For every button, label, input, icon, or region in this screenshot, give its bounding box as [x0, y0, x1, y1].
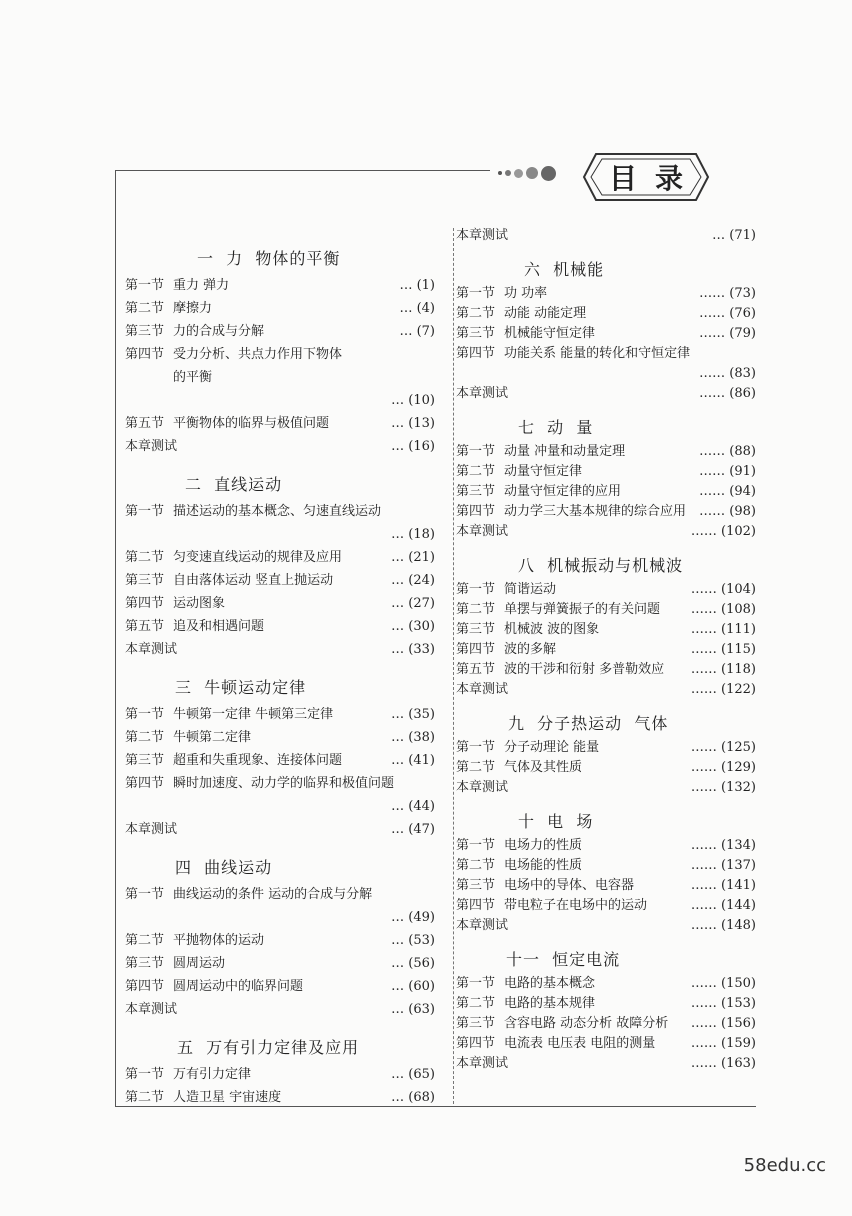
page-number: …… (94): [699, 484, 756, 499]
section-number: 第二节: [125, 730, 165, 745]
toc-entry: [456, 994, 756, 1014]
section-title: 重力 弹力: [173, 278, 230, 293]
section-number: 第一节: [456, 286, 496, 301]
chapter-heading: 三 牛顿运动定律: [175, 678, 307, 697]
toc-entry: [456, 738, 756, 758]
page-number: …… (108): [690, 602, 756, 617]
toc-entry: [125, 343, 435, 366]
section-title: 电流表 电压表 电阻的测量: [504, 1036, 656, 1051]
page-number: … (71): [712, 228, 756, 243]
section-number: 第二节: [456, 602, 496, 617]
section-title: 本章测试: [456, 524, 509, 539]
page-number: … (4): [399, 301, 435, 316]
toc-chapter-test: [456, 1054, 756, 1074]
section-title: 运动图象: [173, 596, 226, 611]
toc-entry: [125, 366, 435, 389]
page-number: …… (129): [690, 760, 756, 775]
page-number: … (63): [391, 1002, 435, 1017]
section-title: 自由落体运动 竖直上抛运动: [173, 573, 334, 588]
section-title: 动量守恒定律的应用: [504, 484, 622, 499]
section-number: 第三节: [125, 753, 165, 768]
toc-right-column: [456, 226, 756, 1074]
section-title: 本章测试: [456, 386, 509, 401]
section-number: 第四节: [125, 776, 165, 791]
section-title: 万有引力定律: [173, 1067, 252, 1082]
section-title: 平衡物体的临界与极值问题: [173, 416, 330, 431]
section-number: 第一节: [456, 838, 496, 853]
toc-entry: [456, 660, 756, 680]
section-number: 第一节: [456, 582, 496, 597]
page-number: … (33): [391, 642, 435, 657]
section-number: 第二节: [125, 933, 165, 948]
toc-entry: [125, 320, 435, 343]
chapter-heading: 八 机械振动与机械波: [518, 556, 684, 575]
page-number: …… (134): [690, 838, 756, 853]
section-title: 牛顿第一定律 牛顿第三定律: [173, 707, 334, 722]
section-title: 动能 动能定理: [504, 306, 587, 321]
page-number: …… (104): [690, 582, 756, 597]
section-number: 第五节: [456, 662, 496, 677]
chapter-heading: 十 电 场: [518, 812, 594, 831]
toc-chapter-test: [456, 522, 756, 542]
page-number: …… (153): [690, 996, 756, 1011]
toc-entry: [125, 975, 435, 998]
decorative-dots: [498, 163, 559, 183]
chapter-heading: 九 分子热运动 气体: [508, 714, 669, 733]
page-number: … (49): [391, 910, 435, 925]
page-number: …… (98): [699, 504, 756, 519]
section-title: 单摆与弹簧振子的有关问题: [504, 602, 661, 617]
page-number: …… (91): [699, 464, 756, 479]
toc-entry: [456, 324, 756, 344]
toc-entry: [456, 364, 756, 384]
chapter-heading: 七 动 量: [518, 418, 594, 437]
section-title: 电路的基本概念: [504, 976, 596, 991]
page-number: …… (118): [690, 662, 756, 677]
page-number: …… (115): [690, 642, 756, 657]
toc-entry: [456, 836, 756, 856]
page-number: …… (102): [690, 524, 756, 539]
chapter-heading: 二 直线运动: [185, 475, 283, 494]
page-number: … (24): [391, 573, 435, 588]
page-number: … (16): [391, 439, 435, 454]
toc-chapter-test: [456, 680, 756, 700]
toc-entry: [456, 600, 756, 620]
toc-entry: [125, 772, 435, 795]
section-number: 第四节: [125, 347, 165, 362]
page-number: …… (141): [690, 878, 756, 893]
toc-entry: [125, 726, 435, 749]
toc-chapter-test: [456, 226, 756, 246]
page-number: … (10): [391, 393, 435, 408]
section-number: 第一节: [125, 1067, 165, 1082]
section-number: 第三节: [125, 324, 165, 339]
toc-entry: [125, 703, 435, 726]
toc-entry: [456, 640, 756, 660]
toc-entry: [125, 795, 435, 818]
page-number: … (56): [391, 956, 435, 971]
title-badge: [582, 150, 710, 204]
page-number: … (21): [391, 550, 435, 565]
toc-left-column: [125, 234, 435, 1109]
page-number: …… (137): [690, 858, 756, 873]
chapter-heading: 十一 恒定电流: [506, 950, 621, 969]
section-number: 第二节: [456, 464, 496, 479]
section-title: 本章测试: [125, 1002, 178, 1017]
section-number: 第一节: [456, 444, 496, 459]
toc-entry: [125, 615, 435, 638]
section-number: 第一节: [125, 707, 165, 722]
toc-entry: [456, 876, 756, 896]
toc-chapter-test: [125, 638, 435, 661]
toc-chapter-test: [456, 384, 756, 404]
section-number: 第三节: [456, 622, 496, 637]
page-number: …… (163): [690, 1056, 756, 1071]
page-number: …… (122): [690, 682, 756, 697]
toc-entry: [456, 1034, 756, 1054]
watermark: 58edu.cc: [743, 1155, 826, 1176]
section-number: 第三节: [456, 1016, 496, 1031]
section-number: 第五节: [125, 416, 165, 431]
page-number: … (68): [391, 1090, 435, 1105]
section-number: 第二节: [125, 301, 165, 316]
section-number: 第一节: [456, 740, 496, 755]
section-title: 瞬时加速度、动力学的临界和极值问题: [173, 776, 395, 791]
toc-entry: [456, 482, 756, 502]
section-number: 第四节: [125, 979, 165, 994]
section-title: 功能关系 能量的转化和守恒定律: [504, 346, 691, 361]
toc-entry: [125, 389, 435, 412]
page-number: … (18): [391, 527, 435, 542]
section-number: 第三节: [456, 326, 496, 341]
page-number: …… (111): [690, 622, 756, 637]
toc-entry: [456, 620, 756, 640]
section-title: 本章测试: [125, 642, 178, 657]
section-title: 含容电路 动态分析 故障分析: [504, 1016, 669, 1031]
toc-chapter-test: [456, 778, 756, 798]
section-number: 第二节: [125, 550, 165, 565]
section-number: 第一节: [456, 976, 496, 991]
section-title: 电场力的性质: [504, 838, 583, 853]
page-number: …… (88): [699, 444, 756, 459]
section-title: 平抛物体的运动: [173, 933, 265, 948]
section-title: 气体及其性质: [504, 760, 583, 775]
toc-entry: [456, 442, 756, 462]
section-title: 圆周运动: [173, 956, 226, 971]
section-number: 第三节: [125, 956, 165, 971]
toc-entry: [125, 1086, 435, 1109]
toc-entry: [456, 344, 756, 364]
section-number: 第四节: [456, 898, 496, 913]
page-number: … (35): [391, 707, 435, 722]
section-title: 机械能守恒定律: [504, 326, 596, 341]
toc-entry: [456, 856, 756, 876]
page-number: …… (156): [690, 1016, 756, 1031]
section-title: 牛顿第二定律: [173, 730, 252, 745]
section-title: 本章测试: [456, 228, 509, 243]
section-title: 力的合成与分解: [173, 324, 265, 339]
section-number: 第二节: [125, 1090, 165, 1105]
toc-entry: [125, 592, 435, 615]
section-title: 带电粒子在电场中的运动: [504, 898, 648, 913]
toc-entry: [125, 546, 435, 569]
toc-entry: [456, 974, 756, 994]
toc-entry: [456, 580, 756, 600]
section-title: 本章测试: [456, 780, 509, 795]
section-number: 第四节: [456, 642, 496, 657]
toc-entry: [456, 758, 756, 778]
page-number: … (47): [391, 822, 435, 837]
page-number: … (44): [391, 799, 435, 814]
section-title: 动力学三大基本规律的综合应用: [504, 504, 687, 519]
page-title: 目录: [608, 162, 701, 195]
section-title: 本章测试: [456, 682, 509, 697]
toc-entry: [456, 502, 756, 522]
section-title: 动量守恒定律: [504, 464, 583, 479]
page-number: …… (76): [699, 306, 756, 321]
page-number: …… (83): [699, 366, 756, 381]
chapter-heading: 一 力 物体的平衡: [197, 249, 341, 268]
section-title: 分子动理论 能量: [504, 740, 600, 755]
section-title: 圆周运动中的临界问题: [173, 979, 304, 994]
section-title: 机械波 波的图象: [504, 622, 600, 637]
section-number: 第二节: [456, 858, 496, 873]
section-title: 本章测试: [456, 918, 509, 933]
section-number: 第一节: [125, 504, 165, 519]
toc-entry: [125, 952, 435, 975]
section-title: 本章测试: [456, 1056, 509, 1071]
section-number: 第一节: [125, 887, 165, 902]
page-number: …… (132): [690, 780, 756, 795]
section-title: 功 功率: [504, 286, 548, 301]
section-title: 动量 冲量和动量定理: [504, 444, 626, 459]
toc-entry: [456, 896, 756, 916]
section-title: 曲线运动的条件 运动的合成与分解: [173, 887, 373, 902]
column-divider: [453, 228, 454, 1104]
section-title: 追及和相遇问题: [173, 619, 265, 634]
section-title: 受力分析、共点力作用下物体: [173, 347, 343, 362]
toc-entry: [125, 523, 435, 546]
toc-entry: [125, 1063, 435, 1086]
page-number: …… (148): [690, 918, 756, 933]
page-number: …… (144): [690, 898, 756, 913]
section-title: 波的干涉和衍射 多普勒效应: [504, 662, 665, 677]
section-number: 第四节: [125, 596, 165, 611]
chapter-heading: 五 万有引力定律及应用: [177, 1038, 360, 1057]
toc-entry: [125, 906, 435, 929]
page-number: … (65): [391, 1067, 435, 1082]
page-number: …… (150): [690, 976, 756, 991]
page-number: … (7): [399, 324, 435, 339]
section-number: 第二节: [456, 306, 496, 321]
page-number: … (1): [399, 278, 435, 293]
toc-chapter-test: [125, 435, 435, 458]
page-number: … (27): [391, 596, 435, 611]
section-title: 匀变速直线运动的规律及应用: [173, 550, 343, 565]
toc-entry: [125, 569, 435, 592]
toc-entry: [125, 749, 435, 772]
page-number: …… (159): [690, 1036, 756, 1051]
section-number: 第二节: [456, 996, 496, 1011]
section-title: 超重和失重现象、连接体问题: [173, 753, 343, 768]
section-title: 摩擦力: [173, 301, 213, 316]
section-title: 电场中的导体、电容器: [504, 878, 635, 893]
page-number: … (38): [391, 730, 435, 745]
section-title: 电场能的性质: [504, 858, 583, 873]
section-number: 第五节: [125, 619, 165, 634]
section-title: 的平衡: [173, 370, 213, 385]
section-number: 第三节: [456, 878, 496, 893]
toc-entry: [456, 462, 756, 482]
page-number: …… (125): [690, 740, 756, 755]
section-number: 第一节: [125, 278, 165, 293]
page-number: …… (86): [699, 386, 756, 401]
section-title: 人造卫星 宇宙速度: [173, 1090, 282, 1105]
section-number: 第三节: [125, 573, 165, 588]
toc-entry: [456, 304, 756, 324]
page-number: … (53): [391, 933, 435, 948]
section-title: 描述运动的基本概念、匀速直线运动: [173, 504, 382, 519]
section-title: 简谐运动: [504, 582, 557, 597]
page-number: … (41): [391, 753, 435, 768]
toc-entry: [125, 412, 435, 435]
page-number: … (60): [391, 979, 435, 994]
toc-chapter-test: [125, 818, 435, 841]
section-title: 本章测试: [125, 439, 178, 454]
toc-chapter-test: [456, 916, 756, 936]
toc-entry: [125, 929, 435, 952]
toc-entry: [125, 274, 435, 297]
section-number: 第四节: [456, 1036, 496, 1051]
toc-entry: [456, 284, 756, 304]
toc-entry: [456, 1014, 756, 1034]
section-title: 本章测试: [125, 822, 178, 837]
chapter-heading: 四 曲线运动: [175, 858, 273, 877]
page-number: …… (73): [699, 286, 756, 301]
section-number: 第二节: [456, 760, 496, 775]
section-number: 第三节: [456, 484, 496, 499]
toc-entry: [125, 883, 435, 906]
section-title: 电路的基本规律: [504, 996, 596, 1011]
chapter-heading: 六 机械能: [524, 260, 605, 279]
section-number: 第四节: [456, 504, 496, 519]
page-number: … (30): [391, 619, 435, 634]
section-title: 波的多解: [504, 642, 557, 657]
section-number: 第四节: [456, 346, 496, 361]
toc-entry: [125, 500, 435, 523]
toc-chapter-test: [125, 998, 435, 1021]
page-number: …… (79): [699, 326, 756, 341]
toc-entry: [125, 297, 435, 320]
page-number: … (13): [391, 416, 435, 431]
